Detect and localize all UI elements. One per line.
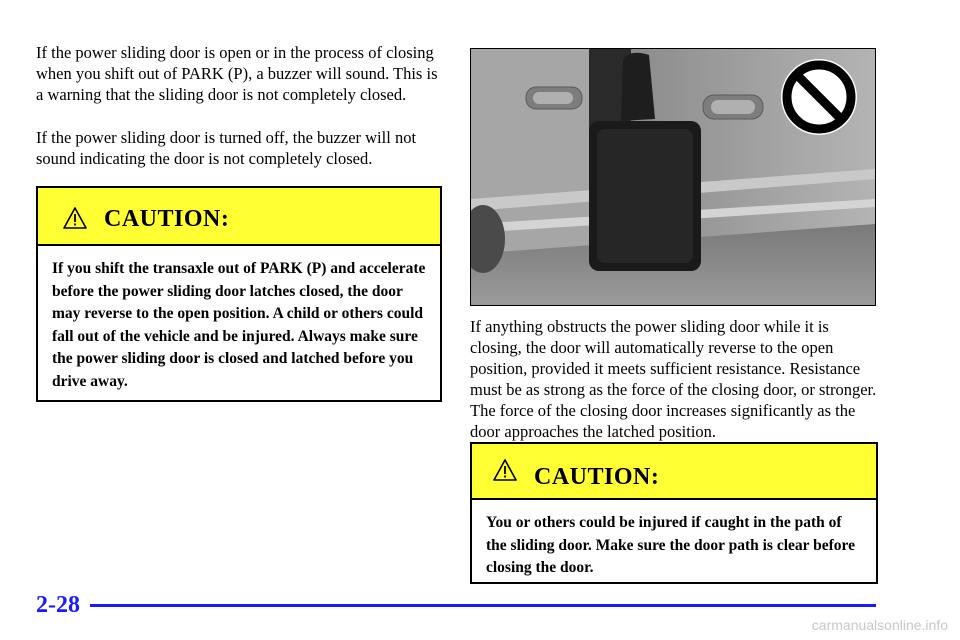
caution-text: If you shift the transaxle out of PARK (P) and accelerate before the power sliding door latches closed, the door may reverse to the open position. A child or others could fall out of the vehicle and be injured. Always make sure the power sliding door is closed and latched before you drive away. <box>52 260 426 390</box>
warning-triangle-icon <box>492 458 518 487</box>
paragraph-door-turned-off: If the power sliding door is turned off, the buzzer will not sound indicating the door is not completely closed. <box>36 128 417 168</box>
footer-divider <box>90 604 876 607</box>
caution-header <box>38 188 440 246</box>
caution-box-transaxle <box>36 186 442 402</box>
paragraph-obstruction-reverse: If anything obstructs the power sliding door while it is closing, the door will automatically reverse to the open position, provided it meets sufficient resistance. Resistance must be as strong as the force of the closing door, or stronger. The force of the closing door increases significantly as the door approaches the latched position. <box>470 317 877 441</box>
sliding-door-photo <box>470 48 876 306</box>
caution-title: CAUTION: <box>104 206 230 232</box>
paragraph-buzzer-warning: If the power sliding door is open or in the process of closing when you shift out of PARK (P), a buzzer will sound. This is a warning that the sliding door is not completely closed. <box>36 43 438 104</box>
no-symbol-icon <box>781 59 857 135</box>
caution-text: You or others could be injured if caught in the path of the sliding door. Make sure the door path is clear before closing the door. <box>486 514 855 576</box>
caution-box-door-path <box>470 442 878 584</box>
watermark: carmanualsonline.info <box>811 617 948 633</box>
page-number: 2-28 <box>36 592 80 618</box>
warning-triangle-icon <box>62 206 88 235</box>
caution-header <box>472 444 876 500</box>
caution-title: CAUTION: <box>534 464 660 490</box>
